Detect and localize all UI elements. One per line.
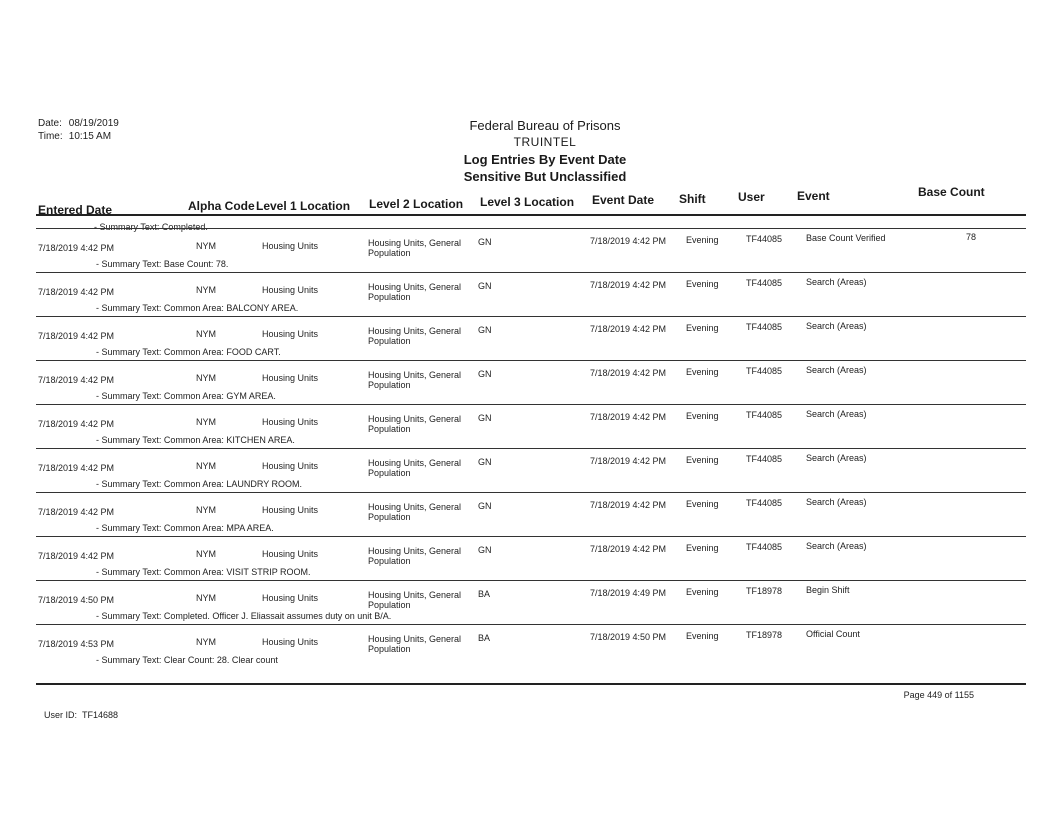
entered-date-cell: 7/18/2019 4:42 PM	[38, 243, 115, 253]
row-rule	[36, 492, 1026, 493]
level1-cell: Housing Units	[262, 241, 319, 251]
summary-text: - Summary Text: Common Area: VISIT STRIP ROOM.	[96, 567, 311, 577]
first-summary-text: - Summary Text: Completed.	[94, 222, 208, 232]
level1-cell: Housing Units	[262, 417, 319, 427]
event-date-cell: 7/18/2019 4:42 PM	[590, 368, 667, 378]
shift-cell: Evening	[686, 587, 719, 597]
entered-date-cell: 7/18/2019 4:42 PM	[38, 375, 115, 385]
user-cell: TF44085	[746, 234, 783, 244]
shift-cell: Evening	[686, 367, 719, 377]
footer-rule	[36, 683, 1026, 685]
event-cell: Search (Areas)	[806, 409, 867, 419]
level2-cell: Housing Units, General Population	[368, 326, 462, 346]
alpha-code-cell: NYM	[196, 241, 216, 251]
event-cell: Begin Shift	[806, 585, 850, 595]
header-rule	[36, 214, 1026, 216]
col-level1: Level 1 Location	[256, 199, 351, 213]
row-rule	[36, 448, 1026, 449]
row-rule	[36, 404, 1026, 405]
level3-cell: GN	[478, 325, 492, 335]
alpha-code-cell: NYM	[196, 549, 216, 559]
user-id-value: TF14688	[82, 710, 119, 720]
level2-cell: Housing Units, General Population	[368, 634, 462, 654]
summary-text: - Summary Text: Base Count: 78.	[96, 259, 229, 269]
entered-date-cell: 7/18/2019 4:42 PM	[38, 331, 115, 341]
event-cell: Base Count Verified	[806, 233, 886, 243]
col-event: Event	[797, 189, 830, 203]
entered-date-cell: 7/18/2019 4:42 PM	[38, 507, 115, 517]
level1-cell: Housing Units	[262, 373, 319, 383]
alpha-code-cell: NYM	[196, 329, 216, 339]
entered-date-cell: 7/18/2019 4:53 PM	[38, 639, 115, 649]
event-cell: Search (Areas)	[806, 277, 867, 287]
user-cell: TF18978	[746, 630, 783, 640]
event-date-cell: 7/18/2019 4:42 PM	[590, 412, 667, 422]
row-rule	[36, 580, 1026, 581]
user-cell: TF44085	[746, 366, 783, 376]
alpha-code-cell: NYM	[196, 417, 216, 427]
event-cell: Search (Areas)	[806, 541, 867, 551]
summary-text: - Summary Text: Common Area: LAUNDRY ROOM.	[96, 479, 303, 489]
shift-cell: Evening	[686, 543, 719, 553]
event-date-cell: 7/18/2019 4:42 PM	[590, 456, 667, 466]
system-title: TRUINTEL	[513, 135, 577, 149]
level2-cell: Housing Units, General Population	[368, 502, 462, 522]
user-cell: TF44085	[746, 278, 783, 288]
entered-date-cell: 7/18/2019 4:42 PM	[38, 419, 115, 429]
report-date	[38, 118, 119, 129]
user-cell: TF44085	[746, 498, 783, 508]
entered-date-cell: 7/18/2019 4:42 PM	[38, 463, 115, 473]
level1-cell: Housing Units	[262, 285, 319, 295]
col-level3: Level 3 Location	[480, 195, 575, 209]
alpha-code-cell: NYM	[196, 461, 216, 471]
level1-cell: Housing Units	[262, 637, 319, 647]
event-cell: Official Count	[806, 629, 860, 639]
row-rule	[36, 228, 1026, 229]
level3-cell: BA	[478, 633, 491, 643]
shift-cell: Evening	[686, 455, 719, 465]
report-time	[38, 131, 111, 142]
entered-date-cell: 7/18/2019 4:42 PM	[38, 551, 115, 561]
event-date-cell: 7/18/2019 4:42 PM	[590, 324, 667, 334]
summary-text: - Summary Text: Common Area: FOOD CART.	[96, 347, 281, 357]
level1-cell: Housing Units	[262, 505, 319, 515]
level2-cell: Housing Units, General Population	[368, 546, 462, 566]
level2-cell: Housing Units, General Population	[368, 414, 462, 434]
level1-cell: Housing Units	[262, 461, 319, 471]
level1-cell: Housing Units	[262, 593, 319, 603]
row-rule	[36, 624, 1026, 625]
shift-cell: Evening	[686, 499, 719, 509]
event-cell: Search (Areas)	[806, 321, 867, 331]
summary-text: - Summary Text: Common Area: KITCHEN AREA.	[96, 435, 295, 445]
time-label: Time:	[38, 131, 63, 142]
event-date-cell: 7/18/2019 4:50 PM	[590, 632, 667, 642]
level2-cell: Housing Units, General Population	[368, 282, 462, 302]
level3-cell: GN	[478, 501, 492, 511]
col-level2: Level 2 Location	[369, 197, 464, 211]
level2-cell: Housing Units, General Population	[368, 370, 462, 390]
level1-cell: Housing Units	[262, 329, 319, 339]
event-date-cell: 7/18/2019 4:49 PM	[590, 588, 667, 598]
date-value: 08/19/2019	[68, 118, 119, 129]
level3-cell: GN	[478, 237, 492, 247]
level3-cell: GN	[478, 413, 492, 423]
user-id	[44, 710, 118, 720]
shift-cell: Evening	[686, 411, 719, 421]
row-rule	[36, 536, 1026, 537]
col-user: User	[738, 190, 765, 204]
alpha-code-cell: NYM	[196, 505, 216, 515]
user-cell: TF44085	[746, 542, 783, 552]
shift-cell: Evening	[686, 631, 719, 641]
level3-cell: GN	[478, 281, 492, 291]
shift-cell: Evening	[686, 323, 719, 333]
row-rule	[36, 272, 1026, 273]
alpha-code-cell: NYM	[196, 373, 216, 383]
level2-cell: Housing Units, General Population	[368, 590, 462, 610]
date-label: Date:	[38, 118, 62, 129]
summary-text: - Summary Text: Common Area: MPA AREA.	[96, 523, 274, 533]
row-rule	[36, 316, 1026, 317]
row-rule	[36, 360, 1026, 361]
event-date-cell: 7/18/2019 4:42 PM	[590, 280, 667, 290]
col-base-count: Base Count	[918, 185, 985, 199]
level3-cell: GN	[478, 369, 492, 379]
classification-title: Sensitive But Unclassified	[463, 169, 627, 184]
summary-text: - Summary Text: Clear Count: 28. Clear count	[96, 655, 278, 665]
alpha-code-cell: NYM	[196, 637, 216, 647]
event-date-cell: 7/18/2019 4:42 PM	[590, 500, 667, 510]
level2-cell: Housing Units, General Population	[368, 458, 462, 478]
shift-cell: Evening	[686, 279, 719, 289]
event-date-cell: 7/18/2019 4:42 PM	[590, 544, 667, 554]
event-date-cell: 7/18/2019 4:42 PM	[590, 236, 667, 246]
page-number: Page 449 of 1155	[903, 690, 974, 700]
level3-cell: GN	[478, 545, 492, 555]
agency-title: Federal Bureau of Prisons	[469, 118, 621, 133]
entered-date-cell: 7/18/2019 4:50 PM	[38, 595, 115, 605]
col-alpha-code: Alpha Code	[188, 199, 255, 213]
shift-cell: Evening	[686, 235, 719, 245]
summary-text: - Summary Text: Completed. Officer J. Eliassait assumes duty on unit B/A.	[96, 611, 392, 621]
event-cell: Search (Areas)	[806, 365, 867, 375]
col-shift: Shift	[679, 192, 706, 206]
col-event-date: Event Date	[592, 193, 655, 207]
user-cell: TF44085	[746, 454, 783, 464]
user-cell: TF44085	[746, 410, 783, 420]
base-count-cell: 78	[966, 232, 977, 242]
user-cell: TF44085	[746, 322, 783, 332]
level2-cell: Housing Units, General Population	[368, 238, 462, 258]
entered-date-cell: 7/18/2019 4:42 PM	[38, 287, 115, 297]
event-cell: Search (Areas)	[806, 497, 867, 507]
level3-cell: GN	[478, 457, 492, 467]
alpha-code-cell: NYM	[196, 285, 216, 295]
time-value: 10:15 AM	[68, 131, 112, 142]
event-cell: Search (Areas)	[806, 453, 867, 463]
alpha-code-cell: NYM	[196, 593, 216, 603]
user-id-label: User ID:	[44, 710, 78, 720]
report-title: Log Entries By Event Date	[463, 152, 627, 167]
summary-text: - Summary Text: Common Area: BALCONY AREA.	[96, 303, 299, 313]
summary-text: - Summary Text: Common Area: GYM AREA.	[96, 391, 276, 401]
user-cell: TF18978	[746, 586, 783, 596]
report-titles	[380, 117, 710, 185]
col-entered-date: Entered Date	[38, 203, 113, 217]
level1-cell: Housing Units	[262, 549, 319, 559]
level3-cell: BA	[478, 589, 491, 599]
